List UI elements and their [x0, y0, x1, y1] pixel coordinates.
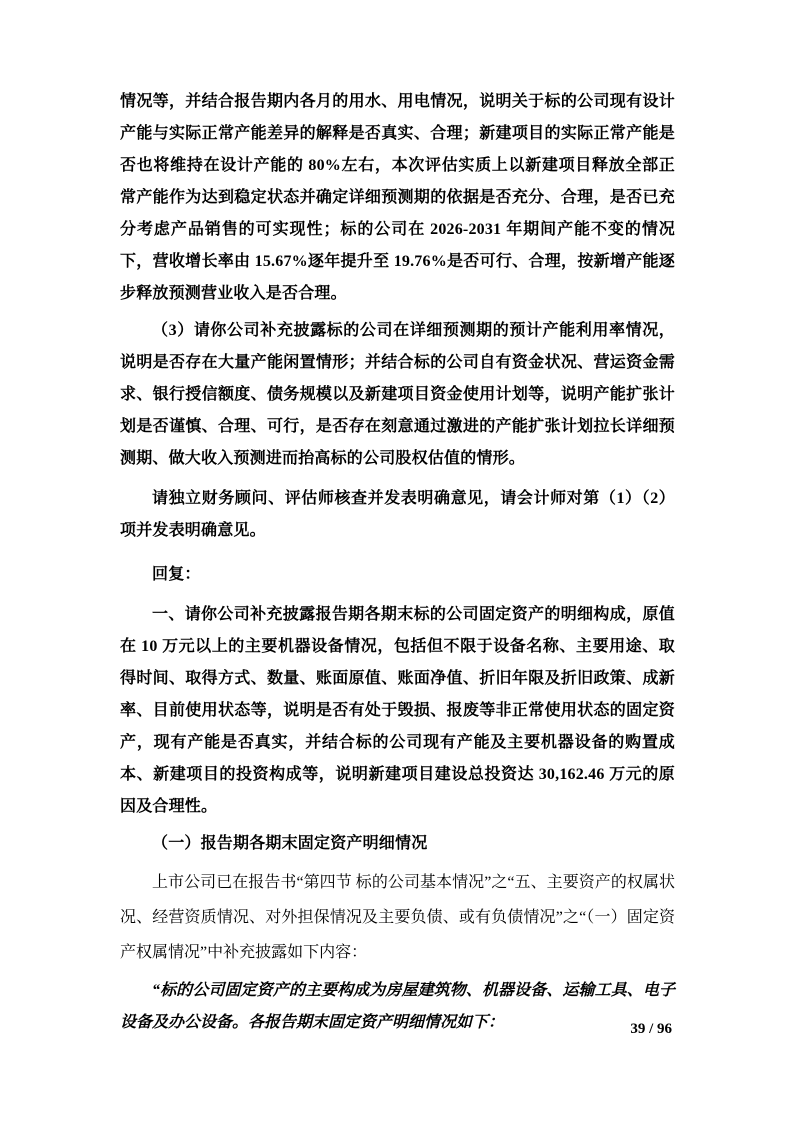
page-content [120, 86, 675, 1044]
paragraph-question-item-1: 一、请你公司补充披露报告期各期末标的公司固定资产的明细构成，原值在 10 万元以上的主要机器设备情况，包括但不限于设备名称、主要用途、取得时间、取得方式、数量、账面原值、账面净值、折旧年限及折旧政策、成新率、目前使用状态等，说明是否有处于毁损、报废等非正常使用状态的固定资产，现有产能是否真实，并结合标的公司现有产能及主要机器设备的购置成本、新建项目的投资构成等，说明新建项目建设总投资达 30,162.46 万元的原因及合理性。 [120, 606, 675, 815]
paragraph-question-item-3: （3）请你公司补充披露标的公司在详细预测期的预计产能利用率情况，说明是否存在大量产能闲置情形；并结合标的公司自有资金状况、营运资金需求、银行授信额度、债务规模以及新建项目资金使用计划等，说明产能扩张计划是否谨慎、合理、可行，是否存在刻意通过激进的产能扩张计划拉长详细预测期、做大收入预测进而抬高标的公司股权估值的情形。 [120, 322, 675, 467]
paragraph-disclosure-location: 上市公司已在报告书“第四节 标的公司基本情况”之“五、主要资产的权属状况、经营资质情况、对外担保情况及主要负债、或有负债情况”之“（一）固定资产权属情况”中补充披露如下内容： [120, 874, 675, 961]
reply-label: 回复： [152, 566, 201, 583]
paragraph-question-continuation: 情况等，并结合报告期内各月的用水、用电情况，说明关于标的公司现有设计产能与实际正常产能差异的解释是否真实、合理；新建项目的实际正常产能是否也将维持在设计产能的 80%左右，本次评估实质上以新建项目释放全部正常产能作为达到稳定状态并确定详细预测期的依据是否充分、合理，是否已充分考虑产品销售的可实现性；标的公司在 2026-2031 年期间产能不变的情况下，营收增长率由 15.67%逐年提升至 19.76%是否可行、合理，按新增产能逐步释放预测营业收入是否合理。 [120, 93, 675, 302]
paragraph-quoted-disclosure: “标的公司固定资产的主要构成为房屋建筑物、机器设备、运输工具、电子设备及办公设备。各报告期末固定资产明细情况如下： [120, 982, 675, 1031]
page-number: 39 / 96 [630, 1021, 672, 1037]
paragraph-verification-request: 请独立财务顾问、评估师核查并发表明确意见，请会计师对第（1）（2）项并发表明确意见。 [120, 490, 675, 539]
section-heading-1: （一）报告期各期末固定资产明细情况 [152, 835, 428, 852]
